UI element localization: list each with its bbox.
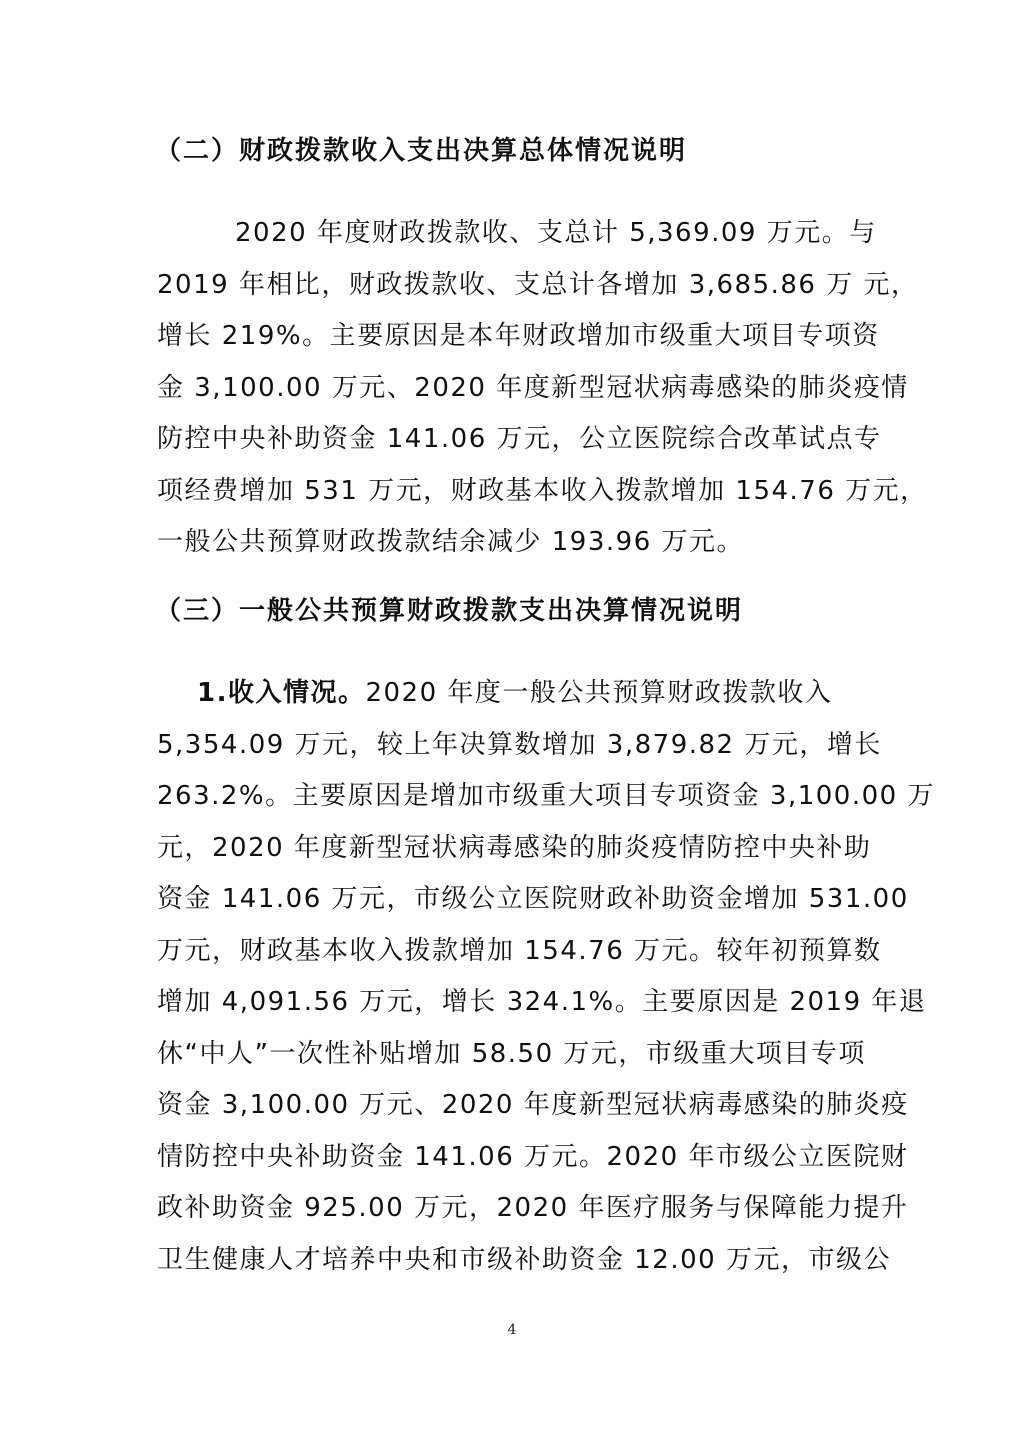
paragraph-line: 增长 219%。主要原因是本年财政增加市级重大项目专项资 bbox=[157, 321, 880, 351]
section-2-heading: （二）财政拨款收入支出决算总体情况说明 bbox=[155, 136, 688, 166]
paragraph-line: 资金 3,100.00 万元、2020 年度新型冠状病毒感染的肺炎疫 bbox=[157, 1090, 909, 1120]
paragraph-line: 2020 年度财政拨款收、支总计 5,369.09 万元。与 bbox=[235, 218, 877, 248]
paragraph-line: 2019 年相比，财政拨款收、支总计各增加 3,685.86 万 元， bbox=[157, 269, 919, 300]
page-number: 4 bbox=[507, 1322, 517, 1338]
paragraph-line: 休“中人”一次性补贴增加 58.50 万元，市级重大项目专项 bbox=[157, 1038, 866, 1069]
section-3-paragraph bbox=[157, 668, 935, 1286]
income-subheading: 1.收入情况。 bbox=[197, 678, 366, 708]
paragraph-line: 政补助资金 925.00 万元，2020 年医疗服务与保障能力提升 bbox=[157, 1193, 909, 1223]
paragraph-line: 万元，财政基本收入拨款增加 154.76 万元。较年初预算数 bbox=[157, 935, 882, 966]
paragraph-line: 资金 141.06 万元，市级公立医院财政补助资金增加 531.00 bbox=[157, 884, 909, 914]
paragraph-line-text: 2020 年度一般公共预算财政拨款收入 bbox=[365, 678, 833, 708]
paragraph-line: 防控中央补助资金 141.06 万元，公立医院综合改革试点专 bbox=[157, 424, 882, 454]
section-3-heading: （三）一般公共预算财政拨款支出决算情况说明 bbox=[155, 596, 744, 626]
paragraph-line: 一般公共预算财政拨款结余减少 193.96 万元。 bbox=[157, 527, 745, 557]
paragraph-line: 5,354.09 万元，较上年决算数增加 3,879.82 万元，增长 bbox=[157, 729, 882, 760]
paragraph-line: 卫生健康人才培养中央和市级补助资金 12.00 万元，市级公 bbox=[157, 1244, 891, 1275]
section-2-paragraph bbox=[157, 208, 928, 569]
paragraph-line: 情防控中央补助资金 141.06 万元。2020 年市级公立医院财 bbox=[157, 1141, 909, 1172]
paragraph-line: 元，2020 年度新型冠状病毒感染的肺炎疫情防控中央补助 bbox=[157, 832, 872, 863]
paragraph-line: 项经费增加 531 万元，财政基本收入拨款增加 154.76 万元， bbox=[157, 475, 928, 506]
paragraph-line: 263.2%。主要原因是增加市级重大项目专项资金 3,100.00 万 bbox=[157, 781, 935, 811]
paragraph-line: 金 3,100.00 万元、2020 年度新型冠状病毒感染的肺炎疫情 bbox=[157, 372, 909, 403]
paragraph-line: 增加 4,091.56 万元，增长 324.1%。主要原因是 2019 年退 bbox=[157, 987, 927, 1017]
paragraph-line bbox=[157, 668, 877, 720]
